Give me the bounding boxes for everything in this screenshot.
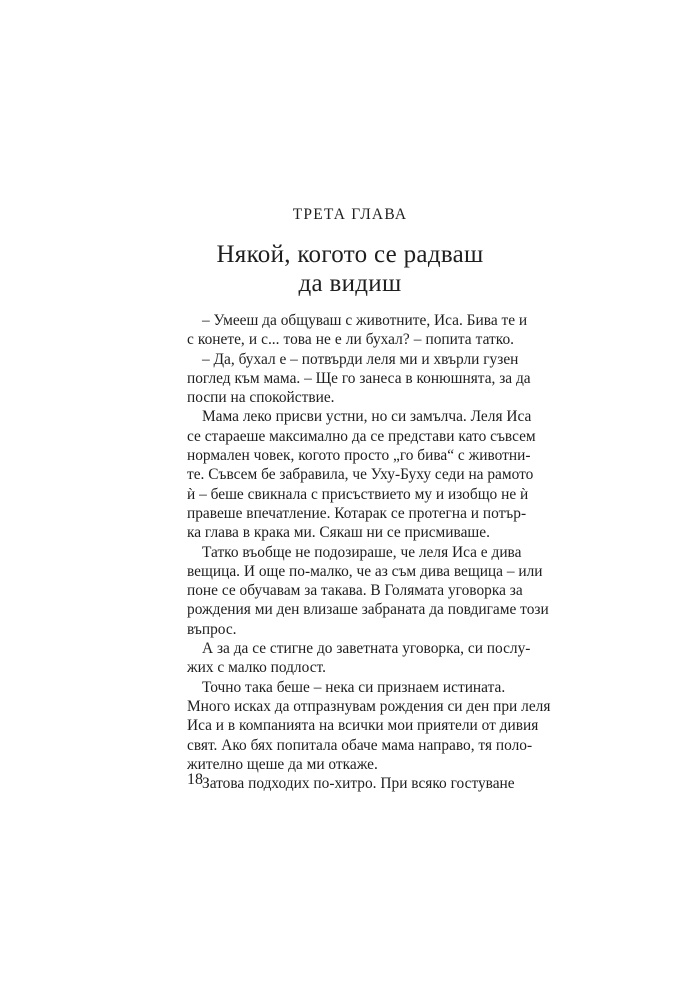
text-line: с конете, и с... това не е ли бухал? – попита татко. xyxy=(187,331,514,349)
text-line: Татко въобще не подозираше, че леля Иса е дива xyxy=(202,543,522,561)
text-line: вещица. И още по-малко, че аз съм дива вещица – или xyxy=(187,562,543,580)
text-line: Мама леко присви устни, но си замълча. Леля Иса xyxy=(202,408,532,426)
text-line: – Да, бухал е – потвърди леля ми и хвърли гузен xyxy=(202,350,519,368)
text-line: въпрос. xyxy=(187,620,237,638)
text-line: Много исках да отпразнувам рождения си ден при леля xyxy=(187,697,551,715)
body-text xyxy=(187,311,551,793)
text-line: – Умееш да общуваш с животните, Иса. Бива те и xyxy=(202,312,528,329)
text-line: поне се обучавам за такава. В Голямата уговорка за xyxy=(187,582,523,600)
page-number: 18 xyxy=(187,771,203,788)
text-line: нормален човек, когото просто „го бива“ с животни- xyxy=(187,447,531,465)
chapter-label: ТРЕТА ГЛАВА xyxy=(292,206,408,223)
text-line: ѝ – беше свикнала с присъствието му и изобщо не ѝ xyxy=(187,485,529,503)
text-line: Точно така беше – нека си признаем истината. xyxy=(202,678,506,696)
text-line: Затова подходих по-хитро. При всяко гостуване xyxy=(202,775,515,793)
text-line: А за да се стигне до заветната уговорка, си послу- xyxy=(202,640,531,658)
chapter-title-line-2: да видиш xyxy=(298,270,402,297)
chapter-title xyxy=(0,240,700,298)
chapter-title-line-1: Някой, когото се радваш xyxy=(216,241,484,268)
text-line: ка глава в крака ми. Сякаш ни се присмиваше. xyxy=(187,524,490,542)
text-line: поспи на спокойствие. xyxy=(187,389,335,407)
text-line: рождения ми ден влизаше забраната да повдигаме този xyxy=(187,601,549,619)
text-line: се стараеше максимално да се представи като съвсем xyxy=(187,427,536,445)
text-line: те. Съвсем бе забравила, че Уху-Буху седи на рамото xyxy=(187,466,534,484)
text-line: поглед към мама. – Ще го занеса в конюшнята, за да xyxy=(187,369,531,387)
text-line: правеше впечатление. Котарак се протегна и потър- xyxy=(187,504,527,522)
text-line: Иса и в компанията на всички мои приятели от дивия xyxy=(187,717,539,735)
text-line: жих с малко подлост. xyxy=(187,659,326,677)
text-line: свят. Ако бях попитала обаче мама направо, тя поло- xyxy=(187,736,533,754)
text-line: жително щеше да ми откаже. xyxy=(187,755,378,773)
